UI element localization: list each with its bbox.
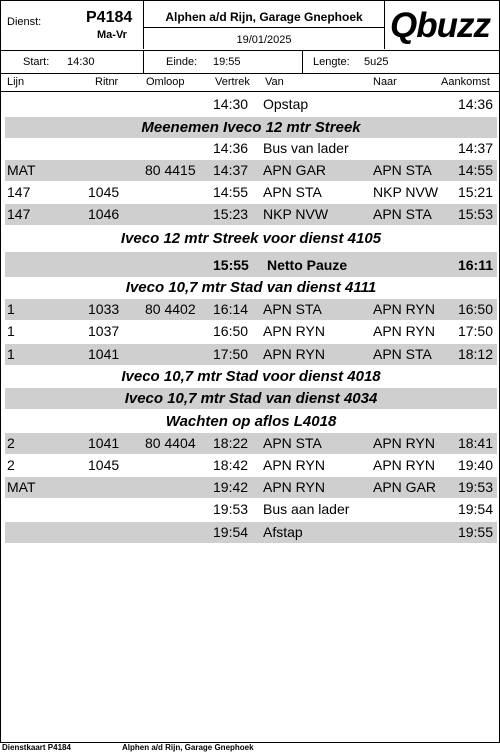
naar-cell: APN STA: [373, 206, 432, 222]
naar-cell: APN GAR: [373, 479, 437, 495]
omloop-cell: 80 4404: [145, 435, 196, 451]
table-row: [5, 522, 497, 543]
vertrek-cell: 18:42: [213, 457, 249, 473]
col-naar: Naar: [373, 76, 397, 88]
table-row: [5, 160, 497, 181]
ritnr-cell: 1045: [88, 457, 120, 473]
divider: [144, 27, 384, 28]
ritnr-cell: 1041: [88, 435, 120, 451]
length-value: 5u25: [364, 56, 389, 68]
aankomst-cell: 19:53: [457, 479, 493, 495]
vertrek-cell: 19:53: [213, 501, 249, 517]
garage-name: Alphen a/d Rijn, Garage Gnephoek: [165, 10, 363, 24]
lijn-cell: 147: [7, 206, 31, 222]
vehicle-note: Iveco 10,7 mtr Stad van dienst 4111: [125, 279, 377, 296]
footer-garage: Alphen a/d Rijn, Garage Gnephoek: [122, 743, 254, 752]
vertrek-cell: 17:50: [213, 346, 249, 362]
pause-label: Netto Pauze: [267, 257, 348, 273]
table-row: [5, 433, 497, 454]
table-row: [5, 94, 497, 115]
naar-cell: APN STA: [373, 346, 432, 362]
ritnr-cell: 1037: [88, 323, 120, 339]
dienst-number: P4184: [86, 9, 133, 26]
aankomst-cell: 14:36: [457, 96, 493, 112]
page-footer: [0, 742, 500, 756]
naar-cell: APN STA: [373, 162, 432, 178]
lijn-cell: 1: [7, 301, 15, 317]
vertrek-cell: 19:54: [213, 524, 249, 540]
aankomst-cell: 19:40: [457, 457, 493, 473]
van-cell: NKP NVW: [263, 206, 329, 222]
ritnr-cell: 1046: [88, 206, 120, 222]
divider: [143, 51, 144, 73]
naar-cell: APN RYN: [373, 457, 435, 473]
table-row: [5, 138, 497, 159]
vertrek-cell: 15:55: [213, 257, 249, 273]
lijn-cell: 147: [7, 184, 31, 200]
aankomst-cell: 18:12: [457, 346, 493, 362]
time-summary: [1, 50, 499, 74]
vehicle-note: Meenemen Iveco 12 mtr Streek: [5, 117, 497, 138]
van-cell: Bus van lader: [263, 140, 349, 156]
table-row: [5, 499, 497, 520]
van-cell: Bus aan lader: [263, 501, 350, 517]
table-row: [5, 455, 497, 476]
vehicle-note: Iveco 12 mtr Streek voor dienst 4105: [120, 230, 382, 247]
start-time: 14:30: [67, 56, 95, 68]
naar-cell: APN RYN: [373, 323, 435, 339]
aankomst-cell: 19:54: [457, 501, 493, 517]
ritnr-cell: 1041: [88, 346, 120, 362]
vertrek-cell: 14:30: [213, 96, 249, 112]
table-row: [5, 299, 497, 320]
vertrek-cell: 14:36: [213, 140, 249, 156]
start-label: Start:: [23, 56, 50, 68]
col-van: Van: [265, 76, 284, 88]
dienst-days: Ma-Vr: [97, 29, 127, 41]
col-ritnr: Ritnr: [95, 76, 119, 88]
aankomst-cell: 15:53: [457, 206, 493, 222]
divider: [302, 51, 303, 73]
aankomst-cell: 16:11: [457, 257, 493, 273]
aankomst-cell: 14:37: [457, 140, 493, 156]
footer-card-id: Dienstkaart P4184: [2, 743, 71, 752]
aankomst-cell: 15:21: [457, 184, 493, 200]
lijn-cell: MAT: [7, 162, 36, 178]
aankomst-cell: 19:55: [457, 524, 493, 540]
lijn-cell: 2: [7, 457, 15, 473]
pause-row: [5, 252, 497, 277]
table-row: [5, 344, 497, 365]
omloop-cell: 80 4402: [145, 301, 196, 317]
vertrek-cell: 14:55: [213, 184, 249, 200]
naar-cell: APN RYN: [373, 435, 435, 451]
col-vertrek: Vertrek: [215, 76, 250, 88]
vertrek-cell: 14:37: [213, 162, 249, 178]
vertrek-cell: 16:50: [213, 323, 249, 339]
van-cell: APN GAR: [263, 162, 327, 178]
dienst-label: Dienst:: [7, 16, 42, 28]
van-cell: APN RYN: [263, 479, 325, 495]
vertrek-cell: 18:22: [213, 435, 249, 451]
column-headers: [1, 74, 499, 92]
table-row: [5, 204, 497, 225]
lijn-cell: MAT: [7, 479, 36, 495]
table-row: [5, 182, 497, 203]
van-cell: Opstap: [263, 96, 309, 112]
duty-id-box: [1, 1, 144, 49]
relief-note: Wachten op aflos L4018: [165, 413, 337, 430]
table-row: [5, 321, 497, 342]
end-label: Einde:: [166, 56, 198, 68]
aankomst-cell: 18:41: [457, 435, 493, 451]
col-omloop: Omloop: [146, 76, 185, 88]
lijn-cell: 1: [7, 346, 15, 362]
van-cell: APN RYN: [263, 457, 325, 473]
naar-cell: APN RYN: [373, 301, 435, 317]
van-cell: APN RYN: [263, 323, 325, 339]
aankomst-cell: 16:50: [457, 301, 493, 317]
duty-date: 19/01/2025: [236, 34, 292, 46]
naar-cell: NKP NVW: [373, 184, 439, 200]
van-cell: APN STA: [263, 435, 322, 451]
col-aankomst: Aankomst: [441, 76, 490, 88]
van-cell: APN STA: [263, 301, 322, 317]
vehicle-note: Iveco 10,7 mtr Stad voor dienst 4018: [121, 368, 381, 385]
van-cell: Afstap: [263, 524, 303, 540]
vertrek-cell: 15:23: [213, 206, 249, 222]
aankomst-cell: 17:50: [457, 323, 493, 339]
van-cell: APN STA: [263, 184, 322, 200]
lijn-cell: 1: [7, 323, 15, 339]
garage-date-box: [144, 1, 385, 49]
length-label: Lengte:: [313, 56, 350, 68]
omloop-cell: 80 4415: [145, 162, 196, 178]
aankomst-cell: 14:55: [457, 162, 493, 178]
ritnr-cell: 1033: [88, 301, 120, 317]
vertrek-cell: 19:42: [213, 479, 249, 495]
qbuzz-logo: Qbuzz: [390, 6, 490, 45]
end-time: 19:55: [213, 56, 241, 68]
vehicle-note: Iveco 10,7 mtr Stad van dienst 4034: [5, 388, 497, 409]
lijn-cell: 2: [7, 435, 15, 451]
van-cell: APN RYN: [263, 346, 325, 362]
table-row: [5, 477, 497, 498]
vertrek-cell: 16:14: [213, 301, 249, 317]
ritnr-cell: 1045: [88, 184, 120, 200]
col-lijn: Lijn: [7, 76, 25, 88]
